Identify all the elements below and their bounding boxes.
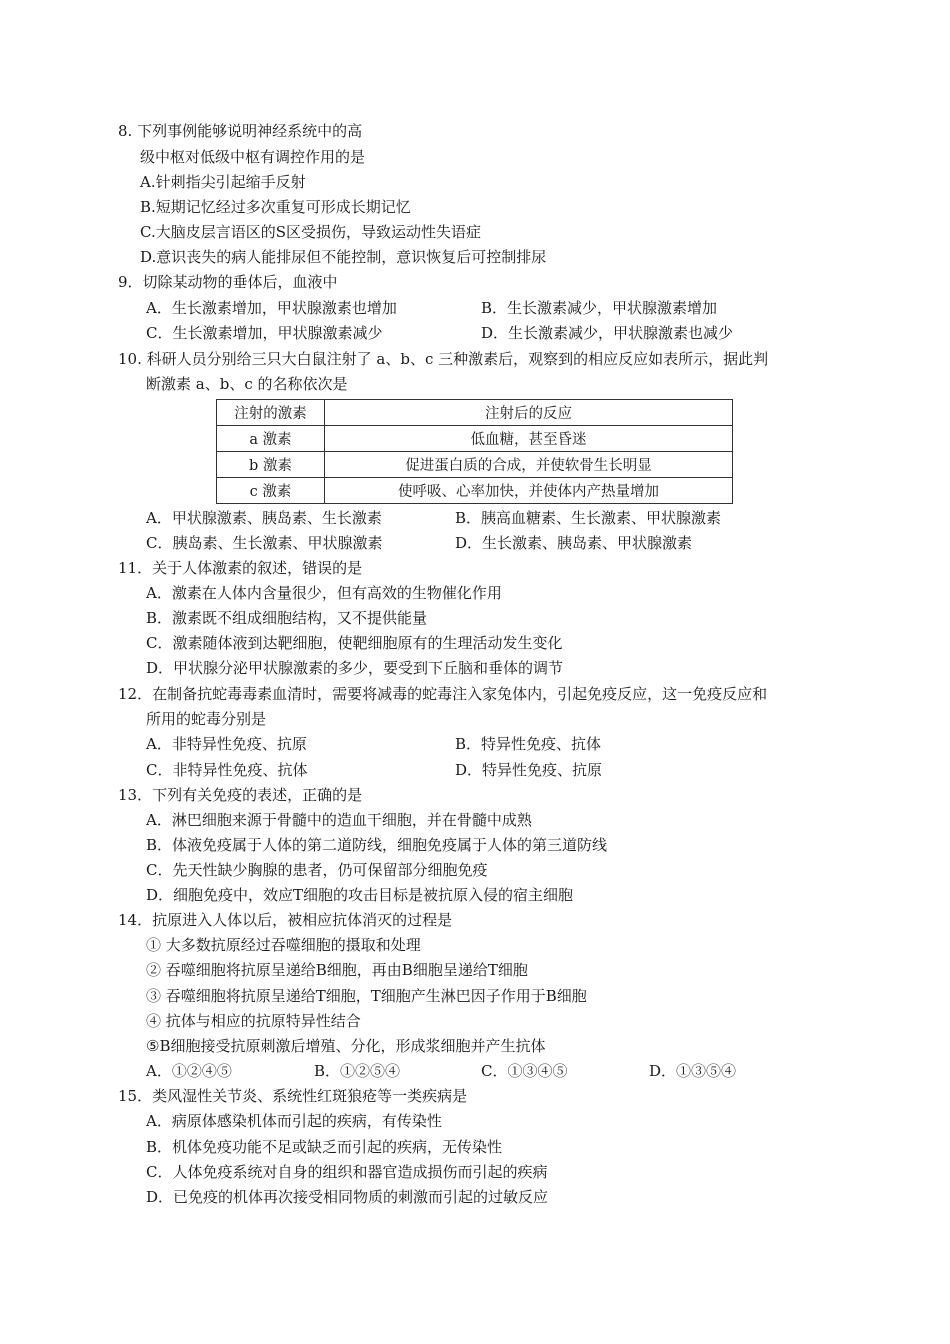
q8-stem-line1: 8. 下列事例能够说明神经系统中的高 xyxy=(118,122,363,140)
q11-stem: 11．关于人体激素的叙述，错误的是 xyxy=(118,559,363,577)
q13-option-d: D．细胞免疫中，效应T细胞的攻击目标是被抗原入侵的宿主细胞 xyxy=(146,886,574,904)
q15-stem: 15．类风湿性关节炎、系统性红斑狼疮等一类疾病是 xyxy=(118,1087,468,1105)
q12-stem-line1: 12．在制备抗蛇毒毒素血清时，需要将减毒的蛇毒注入家兔体内，引起免疫反应，这一免疫反应和 xyxy=(118,685,768,703)
table-header-row xyxy=(217,400,733,426)
q14-statement-4: ④ 抗体与相应的抗原特异性结合 xyxy=(146,1012,361,1030)
q15-option-d: D．已免疫的机体再次接受相同物质的刺激而引起的过敏反应 xyxy=(146,1188,549,1206)
q8-option-c: C.大脑皮层言语区的S区受损伤，导致运动性失语症 xyxy=(140,223,481,241)
table-cell: 使呼吸、心率加快，并使体内产热量增加 xyxy=(325,478,733,504)
table-row xyxy=(217,478,733,504)
q10-stem-line2: 断激素 a、b、c 的名称依次是 xyxy=(146,375,348,393)
q9-option-a: A．生长激素增加，甲状腺激素也增加 xyxy=(146,299,397,317)
q14-statement-5: ⑤B细胞接受抗原刺激后增殖、分化，形成浆细胞并产生抗体 xyxy=(146,1037,546,1055)
q15-option-b: B．机体免疫功能不足或缺乏而引起的疾病，无传染性 xyxy=(146,1138,503,1156)
q13-option-c: C．先天性缺少胸腺的患者，仍可保留部分细胞免疫 xyxy=(146,861,488,879)
table-cell: b 激素 xyxy=(217,452,325,478)
q14-option-b: B．①②⑤④ xyxy=(314,1062,401,1080)
q8-stem-line2: 级中枢对低级中枢有调控作用的是 xyxy=(140,148,366,166)
q11-option-b: B．激素既不组成细胞结构，又不提供能量 xyxy=(146,609,428,627)
q11-option-c: C．激素随体液到达靶细胞，使靶细胞原有的生理活动发生变化 xyxy=(146,634,563,652)
table-cell: c 激素 xyxy=(217,478,325,504)
q13-option-b: B．体液免疫属于人体的第二道防线，细胞免疫属于人体的第三道防线 xyxy=(146,836,608,854)
q14-option-c: C．①③④⑤ xyxy=(481,1062,568,1080)
table-cell: 低血糖，甚至昏迷 xyxy=(325,426,733,452)
q12-stem-line2: 所用的蛇毒分别是 xyxy=(146,710,267,728)
q9-option-c: C．生长激素增加，甲状腺激素减少 xyxy=(146,324,383,342)
q10-option-a: A．甲状腺激素、胰岛素、生长激素 xyxy=(146,509,382,527)
q12-option-c: C．非特异性免疫、抗体 xyxy=(146,761,308,779)
q15-option-a: A．病原体感染机体而引起的疾病，有传染性 xyxy=(146,1112,442,1130)
q10-option-b: B．胰高血糖素、生长激素、甲状腺激素 xyxy=(455,509,722,527)
q13-stem: 13．下列有关免疫的表述，正确的是 xyxy=(118,786,363,804)
q13-option-a: A．淋巴细胞来源于骨髓中的造血干细胞，并在骨髓中成熟 xyxy=(146,811,532,829)
table-row xyxy=(217,426,733,452)
q14-statement-3: ③ 吞噬细胞将抗原呈递给T细胞，T细胞产生淋巴因子作用于B细胞 xyxy=(146,987,587,1005)
q12-option-b: B．特异性免疫、抗体 xyxy=(455,735,602,753)
table-header-cell: 注射后的反应 xyxy=(325,400,733,426)
q9-stem: 9．切除某动物的垂体后，血液中 xyxy=(118,273,338,291)
table-header-cell: 注射的激素 xyxy=(217,400,325,426)
q14-statement-1: ① 大多数抗原经过吞噬细胞的摄取和处理 xyxy=(146,936,421,954)
q8-option-b: B.短期记忆经过多次重复可形成长期记忆 xyxy=(140,198,411,216)
q10-option-c: C．胰岛素、生长激素、甲状腺激素 xyxy=(146,534,383,552)
q10-stem-line1: 10. 科研人员分别给三只大白鼠注射了 a、b、c 三种激素后，观察到的相应反应如表所示，据此判 xyxy=(118,350,769,368)
table-row xyxy=(217,452,733,478)
q14-stem: 14．抗原进入人体以后，被相应抗体消灭的过程是 xyxy=(118,911,453,929)
q14-option-d: D．①③⑤④ xyxy=(649,1062,737,1080)
q9-option-b: B．生长激素减少，甲状腺激素增加 xyxy=(481,299,718,317)
q14-statement-2: ② 吞噬细胞将抗原呈递给B细胞，再由B细胞呈递给T细胞 xyxy=(146,961,528,979)
q15-option-c: C．人体免疫系统对自身的组织和器官造成损伤而引起的疾病 xyxy=(146,1163,548,1181)
q10-option-d: D．生长激素、胰岛素、甲状腺激素 xyxy=(455,534,693,552)
q8-option-d: D.意识丧失的病人能排尿但不能控制，意识恢复后可控制排尿 xyxy=(140,248,547,266)
table-cell: 促进蛋白质的合成，并使软骨生长明显 xyxy=(325,452,733,478)
q11-option-d: D．甲状腺分泌甲状腺激素的多少，要受到下丘脑和垂体的调节 xyxy=(146,659,564,677)
q8-option-a: A.针刺指尖引起缩手反射 xyxy=(140,173,306,191)
hormone-table xyxy=(216,399,733,504)
q12-option-a: A．非特异性免疫、抗原 xyxy=(146,735,307,753)
table-cell: a 激素 xyxy=(217,426,325,452)
q11-option-a: A．激素在人体内含量很少，但有高效的生物催化作用 xyxy=(146,584,502,602)
q12-option-d: D．特异性免疫、抗原 xyxy=(455,761,603,779)
q14-option-a: A．①②④⑤ xyxy=(146,1062,232,1080)
q9-option-d: D．生长激素减少，甲状腺激素也减少 xyxy=(481,324,734,342)
